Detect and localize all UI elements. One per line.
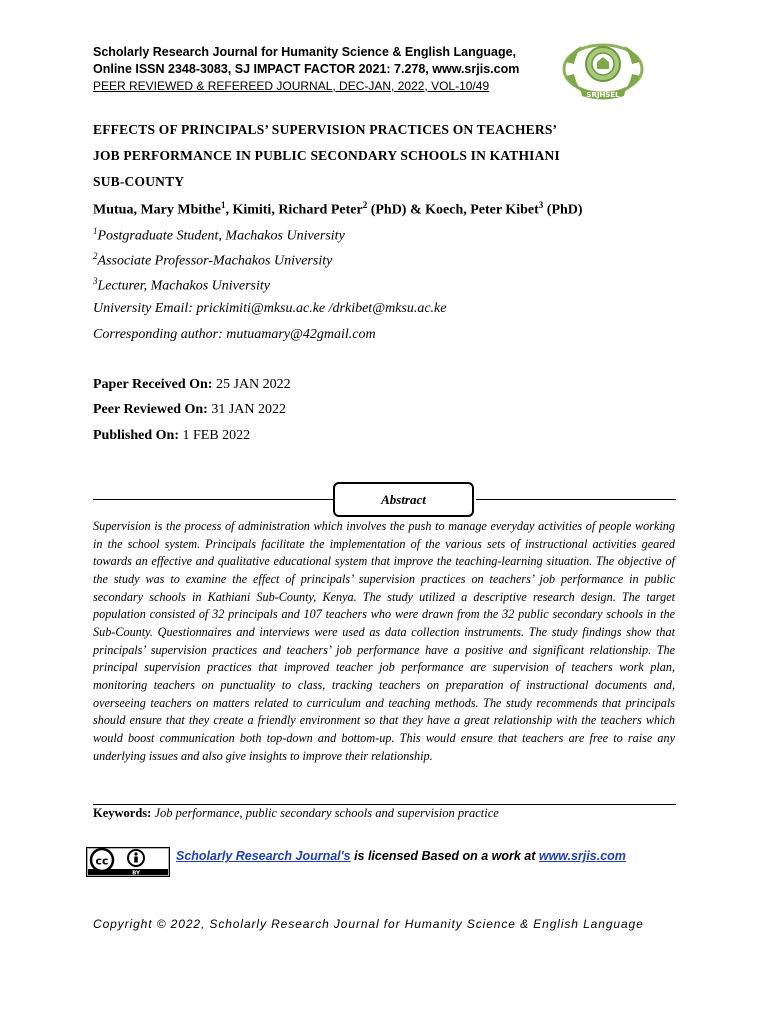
affiliation-3 — [93, 276, 270, 295]
affiliation-1-sup: 1 — [93, 226, 98, 236]
title-line-2: JOB PERFORMANCE IN PUBLIC SECONDARY SCHOOLS IN KATHIANI — [93, 148, 560, 163]
reviewed-date — [93, 402, 286, 418]
corresponding-author: Corresponding author: mutuamary@42gmail.com — [93, 327, 376, 342]
logo-text: SRJHSEL — [586, 91, 620, 99]
affiliation-3-sup: 3 — [93, 276, 98, 286]
abstract-rule-left — [93, 499, 333, 500]
affiliation-1 — [93, 226, 345, 245]
author-3: Koech, Peter Kibet — [425, 202, 539, 218]
abstract-text: Supervision is the process of administration which involves the push to manage everyday activities of people working in the school system. Principals facilitate the implementation of the various sets of instructional activities geared towards an effective and qualitative educational system that improve the teaching-learning situation. The objective of the study was to examine the effect of principals’ supervision practices on teachers’ job performance in public secondary schools in Kathiani Sub-County, Kenya. The study utilized a descriptive research design. The target population consisted of 32 principals and 107 teachers who were drawn from the 32 public secondary schools in the Sub-County. Questionnaires and interviews were used as data collection instruments. The study findings show that principals’ supervision practices and teachers’ job performance have a positive and significant relationship. The principal supervision practices that improved teacher job performance are supervision of teachers work plan, monitoring teachers on punctuality to class, tracking teachers on preparation of instructional documents and, overseeing teachers on matters related to curriculum and teaching methods. The study recommends that principals should ensure that they create a friendly environment so that they have a great relationship with the teachers which would boost communication both top-down and bottom-up. This would ensure that teachers are free to raise any underlying issues and also give insights to improve their relationship. — [93, 519, 675, 763]
affiliation-3-text: Lecturer, Machakos University — [97, 278, 270, 294]
license-middle-text: is licensed Based on a work at — [350, 849, 539, 863]
author-2-sup: 2 — [362, 200, 368, 210]
abstract-rule-bottom — [93, 804, 676, 805]
license-statement — [176, 849, 626, 863]
author-1-sup: 1 — [220, 200, 226, 210]
reviewed-label: Peer Reviewed On: — [93, 402, 208, 417]
cc-badge-by: BY — [132, 870, 140, 877]
journal-issn-line: Online ISSN 2348-3083, SJ IMPACT FACTOR 2021: 7.278, www.srjis.com — [93, 62, 520, 76]
journal-header — [93, 44, 553, 95]
received-date — [93, 377, 291, 393]
title-line-3: SUB-COUNTY — [93, 174, 185, 189]
affiliation-2-text: Associate Professor-Machakos University — [97, 253, 333, 269]
svg-text:cc: cc — [95, 854, 109, 868]
published-label: Published On: — [93, 428, 179, 443]
cc-by-badge[interactable] — [86, 847, 170, 877]
journal-link[interactable]: Scholarly Research Journal's — [176, 849, 351, 863]
title-line-1: EFFECTS OF PRINCIPALS’ SUPERVISION PRACTICES ON TEACHERS’ — [93, 122, 558, 137]
journal-name: Scholarly Research Journal for Humanity Science & English Language, — [93, 45, 517, 59]
published-date — [93, 428, 250, 444]
paper-title — [93, 117, 683, 195]
affiliation-2 — [93, 251, 332, 270]
keywords-label: Keywords — [93, 806, 148, 820]
affiliation-1-text: Postgraduate Student, Machakos University — [97, 228, 345, 244]
author-3-sup: 3 — [538, 200, 544, 210]
received-value: 25 JAN 2022 — [212, 377, 291, 392]
author-separator: , — [225, 202, 233, 218]
keywords — [93, 806, 499, 821]
author-2: Kimiti, Richard Peter — [232, 202, 363, 218]
abstract-rule-right — [476, 499, 676, 500]
published-value: 1 FEB 2022 — [178, 428, 251, 443]
reviewed-value: 31 JAN 2022 — [207, 402, 286, 417]
author-1: Mutua, Mary Mbithe — [93, 202, 221, 218]
author-3-suffix: (PhD) — [543, 202, 583, 218]
copyright-footer: Copyright © 2022, Scholarly Research Journal for Humanity Science & English Language — [93, 917, 644, 931]
keywords-colon: : — [147, 806, 152, 820]
affiliation-2-sup: 2 — [93, 251, 98, 261]
website-link[interactable]: www.srjis.com — [538, 849, 626, 863]
abstract-heading: Abstract — [333, 482, 474, 517]
author-line — [93, 200, 583, 219]
received-label: Paper Received On: — [93, 377, 213, 392]
author-2-suffix: (PhD) & — [367, 202, 426, 218]
university-email: University Email: prickimiti@mksu.ac.ke /drkibet@mksu.ac.ke — [93, 301, 447, 316]
journal-logo — [562, 36, 644, 102]
journal-issue-line: PEER REVIEWED & REFEREED JOURNAL, DEC-JAN, 2022, VOL-10/49 — [93, 79, 490, 93]
keywords-value: Job performance, public secondary schools and supervision practice — [151, 806, 499, 820]
